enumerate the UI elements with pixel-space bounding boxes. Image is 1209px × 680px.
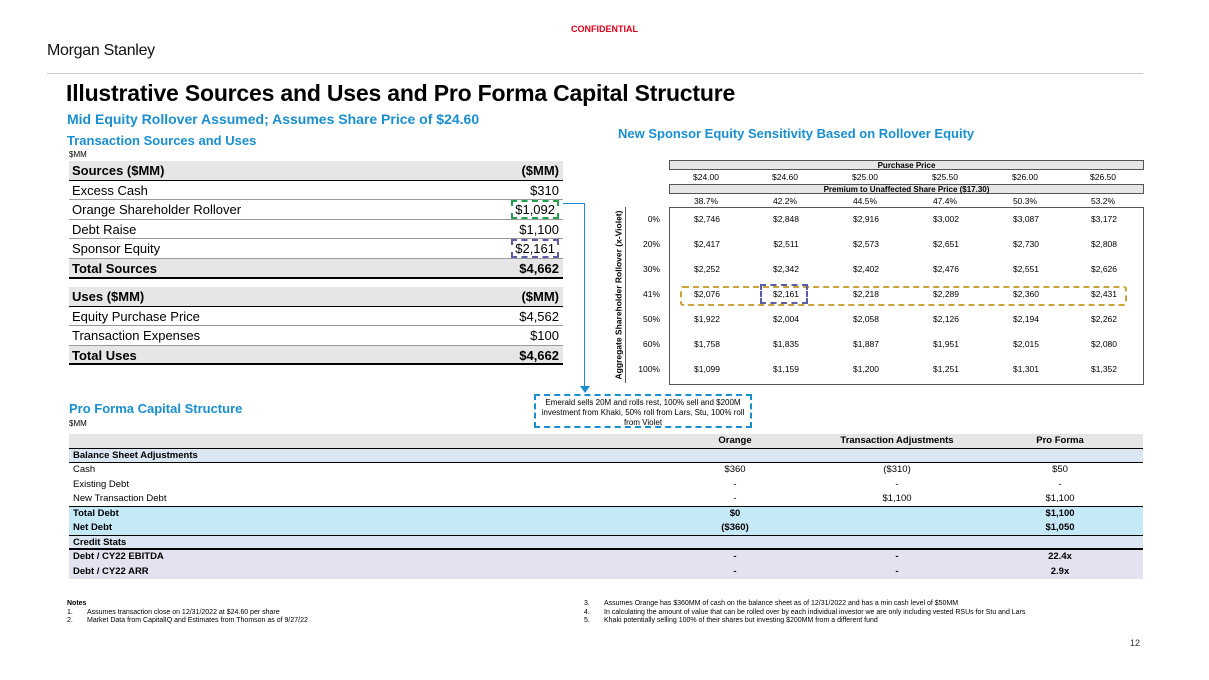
section-label: Credit Stats [73,536,127,548]
rollover-axis-text: Aggregate Shareholder Rollover (x-Violet) [613,210,624,380]
sources-total-row [69,259,563,279]
balance-sheet-section-row [69,449,1143,464]
sensitivity-cell: $2,289 [933,289,959,299]
note-num: 1. [67,608,73,616]
sensitivity-cell: $2,651 [933,239,959,249]
arrow-down-icon [580,386,590,393]
rollover-row-label: 50% [642,314,660,324]
cell: - [895,551,899,562]
rollover-axis-label [612,207,626,383]
price-header-row [669,172,1144,182]
uses-header-label: Uses ($MM) [72,289,145,304]
cell: $50 [1052,464,1068,475]
cell: - [1058,478,1062,490]
sources-row-debt-raise [69,220,563,240]
cell: - [733,478,737,490]
sensitivity-cell: $2,015 [1013,339,1039,349]
cell: - [895,565,899,577]
sensitivity-cell: $2,746 [694,214,720,224]
sensitivity-cell: $2,161 [773,289,799,299]
sensitivity-cell: $2,626 [1091,264,1117,274]
note-item [67,609,567,618]
source-value: $1,092 [511,200,559,219]
sensitivity-cell: $2,848 [773,214,799,224]
sensitivity-cell: $3,087 [1013,214,1039,224]
sensitivity-cell: $3,172 [1091,214,1117,224]
sources-row-sponsor-equity [69,239,563,259]
source-value: $2,161 [511,239,559,258]
notes-heading: Notes [67,600,87,607]
sources-header-row [69,161,563,181]
cell: - [733,565,737,577]
cell: $1,100 [882,493,912,504]
price-cell: $26.50 [1090,172,1116,182]
premium-cell: 47.4% [932,196,958,206]
note-text: Khaki potentially selling 100% of their shares but investing $200MM from a different fund [604,617,878,624]
page-title: Illustrative Sources and Uses and Pro Forma Capital Structure [66,80,736,106]
note-num: 2. [67,617,73,624]
sources-total-label: Total Sources [72,260,158,276]
sensitivity-cell: $2,808 [1091,239,1117,249]
rollover-row-label: 0% [647,214,660,224]
sensitivity-cell: $2,126 [933,314,959,324]
sensitivity-cell: $2,402 [853,264,879,274]
note-num: 4. [584,608,590,616]
use-value: $100 [530,328,559,344]
sensitivity-cell: $2,916 [853,214,879,224]
table-row [69,550,1143,565]
premium-cell: 38.7% [693,196,719,206]
table-row [69,463,1143,478]
sensitivity-cell: $2,551 [1013,264,1039,274]
rollover-row-label: 30% [642,264,660,274]
sources-uses-unit: $MM [69,150,87,159]
sensitivity-title: New Sponsor Equity Sensitivity Based on Rollover Equity [618,126,975,141]
price-cell: $25.00 [852,172,878,182]
sources-header-unit: ($MM) [521,163,559,178]
rollover-row-label: 100% [638,364,660,374]
price-cell: $24.00 [693,172,719,182]
column-header: Transaction Adjustments [840,435,954,446]
row-label: Total Debt [73,507,119,519]
pro-forma-title: Pro Forma Capital Structure [69,401,243,416]
sensitivity-cell: $1,758 [694,339,720,349]
sensitivity-cell: $2,262 [1091,314,1117,324]
rollover-row-label: 41% [642,289,660,299]
cell: ($310) [883,464,911,475]
header-divider [47,73,1143,74]
source-label: Excess Cash [72,182,148,198]
table-row [69,492,1143,507]
cell: $360 [724,464,746,475]
sources-table [69,161,563,279]
source-label: Debt Raise [72,221,137,237]
sources-row-excess-cash [69,181,563,201]
pro-forma-header-row [69,434,1143,449]
sensitivity-cell: $2,080 [1091,339,1117,349]
sensitivity-cell: $2,573 [853,239,879,249]
use-value: $4,562 [519,308,559,324]
source-label: Sponsor Equity [72,241,161,257]
sources-header-label: Sources ($MM) [72,163,165,178]
sensitivity-cell: $2,342 [773,264,799,274]
use-label: Equity Purchase Price [72,308,200,324]
note-item [584,600,1144,609]
morgan-stanley-logo: Morgan Stanley [47,42,155,59]
page-number: 12 [1130,638,1141,648]
sensitivity-cell: $2,194 [1013,314,1039,324]
uses-total-label: Total Uses [72,347,137,363]
notes-left [67,600,567,626]
sensitivity-cell: $2,511 [773,239,799,249]
row-label: Debt / CY22 ARR [73,565,149,577]
note-item [67,617,567,626]
sensitivity-cell: $2,431 [1091,289,1117,299]
premium-header-row [669,196,1144,206]
purchase-price-header: Purchase Price [669,160,1144,170]
premium-cell: 42.2% [772,196,798,206]
premium-cell: 50.3% [1012,196,1038,206]
sources-row-rollover [69,200,563,220]
note-num: 3. [584,600,590,607]
premium-header: Premium to Unaffected Share Price ($17.30) [669,184,1144,194]
row-label: Debt / CY22 EBITDA [73,551,164,562]
row-label: Net Debt [73,522,113,533]
row-label: New Transaction Debt [73,493,167,504]
price-cell: $25.50 [932,172,958,182]
cell: $1,100 [1045,507,1075,519]
uses-total-row [69,346,563,366]
sensitivity-table [638,158,1144,385]
note-num: 5. [584,617,590,624]
rollover-note-box: Emerald sells 20M and rolls rest, 100% sell and $200M investment from Khaki, 50% roll from Lars, Stu, 100% roll from Violet [534,394,752,428]
sensitivity-cell: $2,058 [853,314,879,324]
source-value: $1,100 [519,221,559,237]
pro-forma-table [69,434,1143,579]
sensitivity-cell: $2,476 [933,264,959,274]
sensitivity-cell: $1,922 [694,314,720,324]
cell: $0 [729,507,741,519]
pro-forma-unit: $MM [69,419,87,428]
uses-table [69,287,563,365]
sensitivity-cell: $1,301 [1013,364,1039,374]
cell: 22.4x [1048,551,1072,562]
note-text: Assumes Orange has $360MM of cash on the balance sheet as of 12/31/2022 and has a min cash level of $50MM [604,600,959,607]
rollover-row-label: 20% [642,239,660,249]
price-cell: $26.00 [1012,172,1038,182]
table-row [69,478,1143,493]
page-subtitle: Mid Equity Rollover Assumed; Assumes Share Price of $24.60 [67,111,480,127]
confidential-label: CONFIDENTIAL [571,24,638,34]
sensitivity-cell: $2,004 [773,314,799,324]
sensitivity-cell: $2,417 [694,239,720,249]
sensitivity-cell: $2,730 [1013,239,1039,249]
sensitivity-cell: $1,352 [1091,364,1117,374]
cell: $1,100 [1045,493,1075,504]
sources-uses-title: Transaction Sources and Uses [67,133,257,148]
note-text: Market Data from CapitalIQ and Estimates from Thomson as of 9/27/22 [87,617,308,624]
sensitivity-cell: $2,252 [694,264,720,274]
row-label: Existing Debt [73,478,129,490]
uses-row-expenses [69,326,563,346]
sensitivity-cell: $1,251 [933,364,959,374]
row-label: Cash [73,464,96,475]
connector-line [563,203,585,204]
sources-total-value: $4,662 [519,260,559,276]
premium-cell: 53.2% [1090,196,1116,206]
source-label: Orange Shareholder Rollover [72,202,242,218]
sensitivity-cell: $2,218 [853,289,879,299]
row-highlight-gold [680,286,1127,306]
sensitivity-cell: $2,076 [694,289,720,299]
table-row [69,565,1143,580]
note-text: Assumes transaction close on 12/31/2022 at $24.60 per share [87,608,280,616]
cell: - [733,551,737,562]
price-cell: $24.60 [772,172,798,182]
cell: - [733,493,737,504]
uses-header-row [69,287,563,307]
sensitivity-cell: $1,887 [853,339,879,349]
section-label: Balance Sheet Adjustments [73,449,198,461]
use-label: Transaction Expenses [72,328,201,344]
uses-total-value: $4,662 [519,347,559,363]
sensitivity-cell: $3,002 [933,214,959,224]
source-value-highlight-green [511,200,559,219]
cell-highlight-purple [760,284,808,304]
sensitivity-cell: $1,200 [853,364,879,374]
note-item [584,617,1144,626]
cell: $1,050 [1045,522,1075,533]
premium-cell: 44.5% [852,196,878,206]
credit-stats-section-row [69,536,1143,551]
cell: ($360) [721,522,749,533]
rollover-row-label: 60% [642,339,660,349]
sensitivity-cell: $1,951 [933,339,959,349]
column-header: Pro Forma [1036,435,1084,446]
column-header: Orange [718,435,752,446]
sensitivity-cell: $1,099 [694,364,720,374]
notes-right [584,600,1144,626]
connector-line [584,203,585,388]
source-value-highlight-purple [511,239,559,258]
sensitivity-cell: $2,360 [1013,289,1039,299]
sensitivity-cell: $1,835 [773,339,799,349]
uses-header-unit: ($MM) [521,289,559,304]
sensitivity-cell: $1,159 [773,364,799,374]
cell: 2.9x [1050,565,1070,577]
total-debt-row [69,507,1143,522]
uses-row-purchase-price [69,307,563,327]
cell: - [895,478,899,490]
source-value: $310 [530,182,559,198]
note-text: In calculating the amount of value that can be rolled over by each individual investor we are only including vested RSUs for Stu and Lars [604,608,1026,616]
note-item [584,609,1144,618]
net-debt-row [69,521,1143,536]
